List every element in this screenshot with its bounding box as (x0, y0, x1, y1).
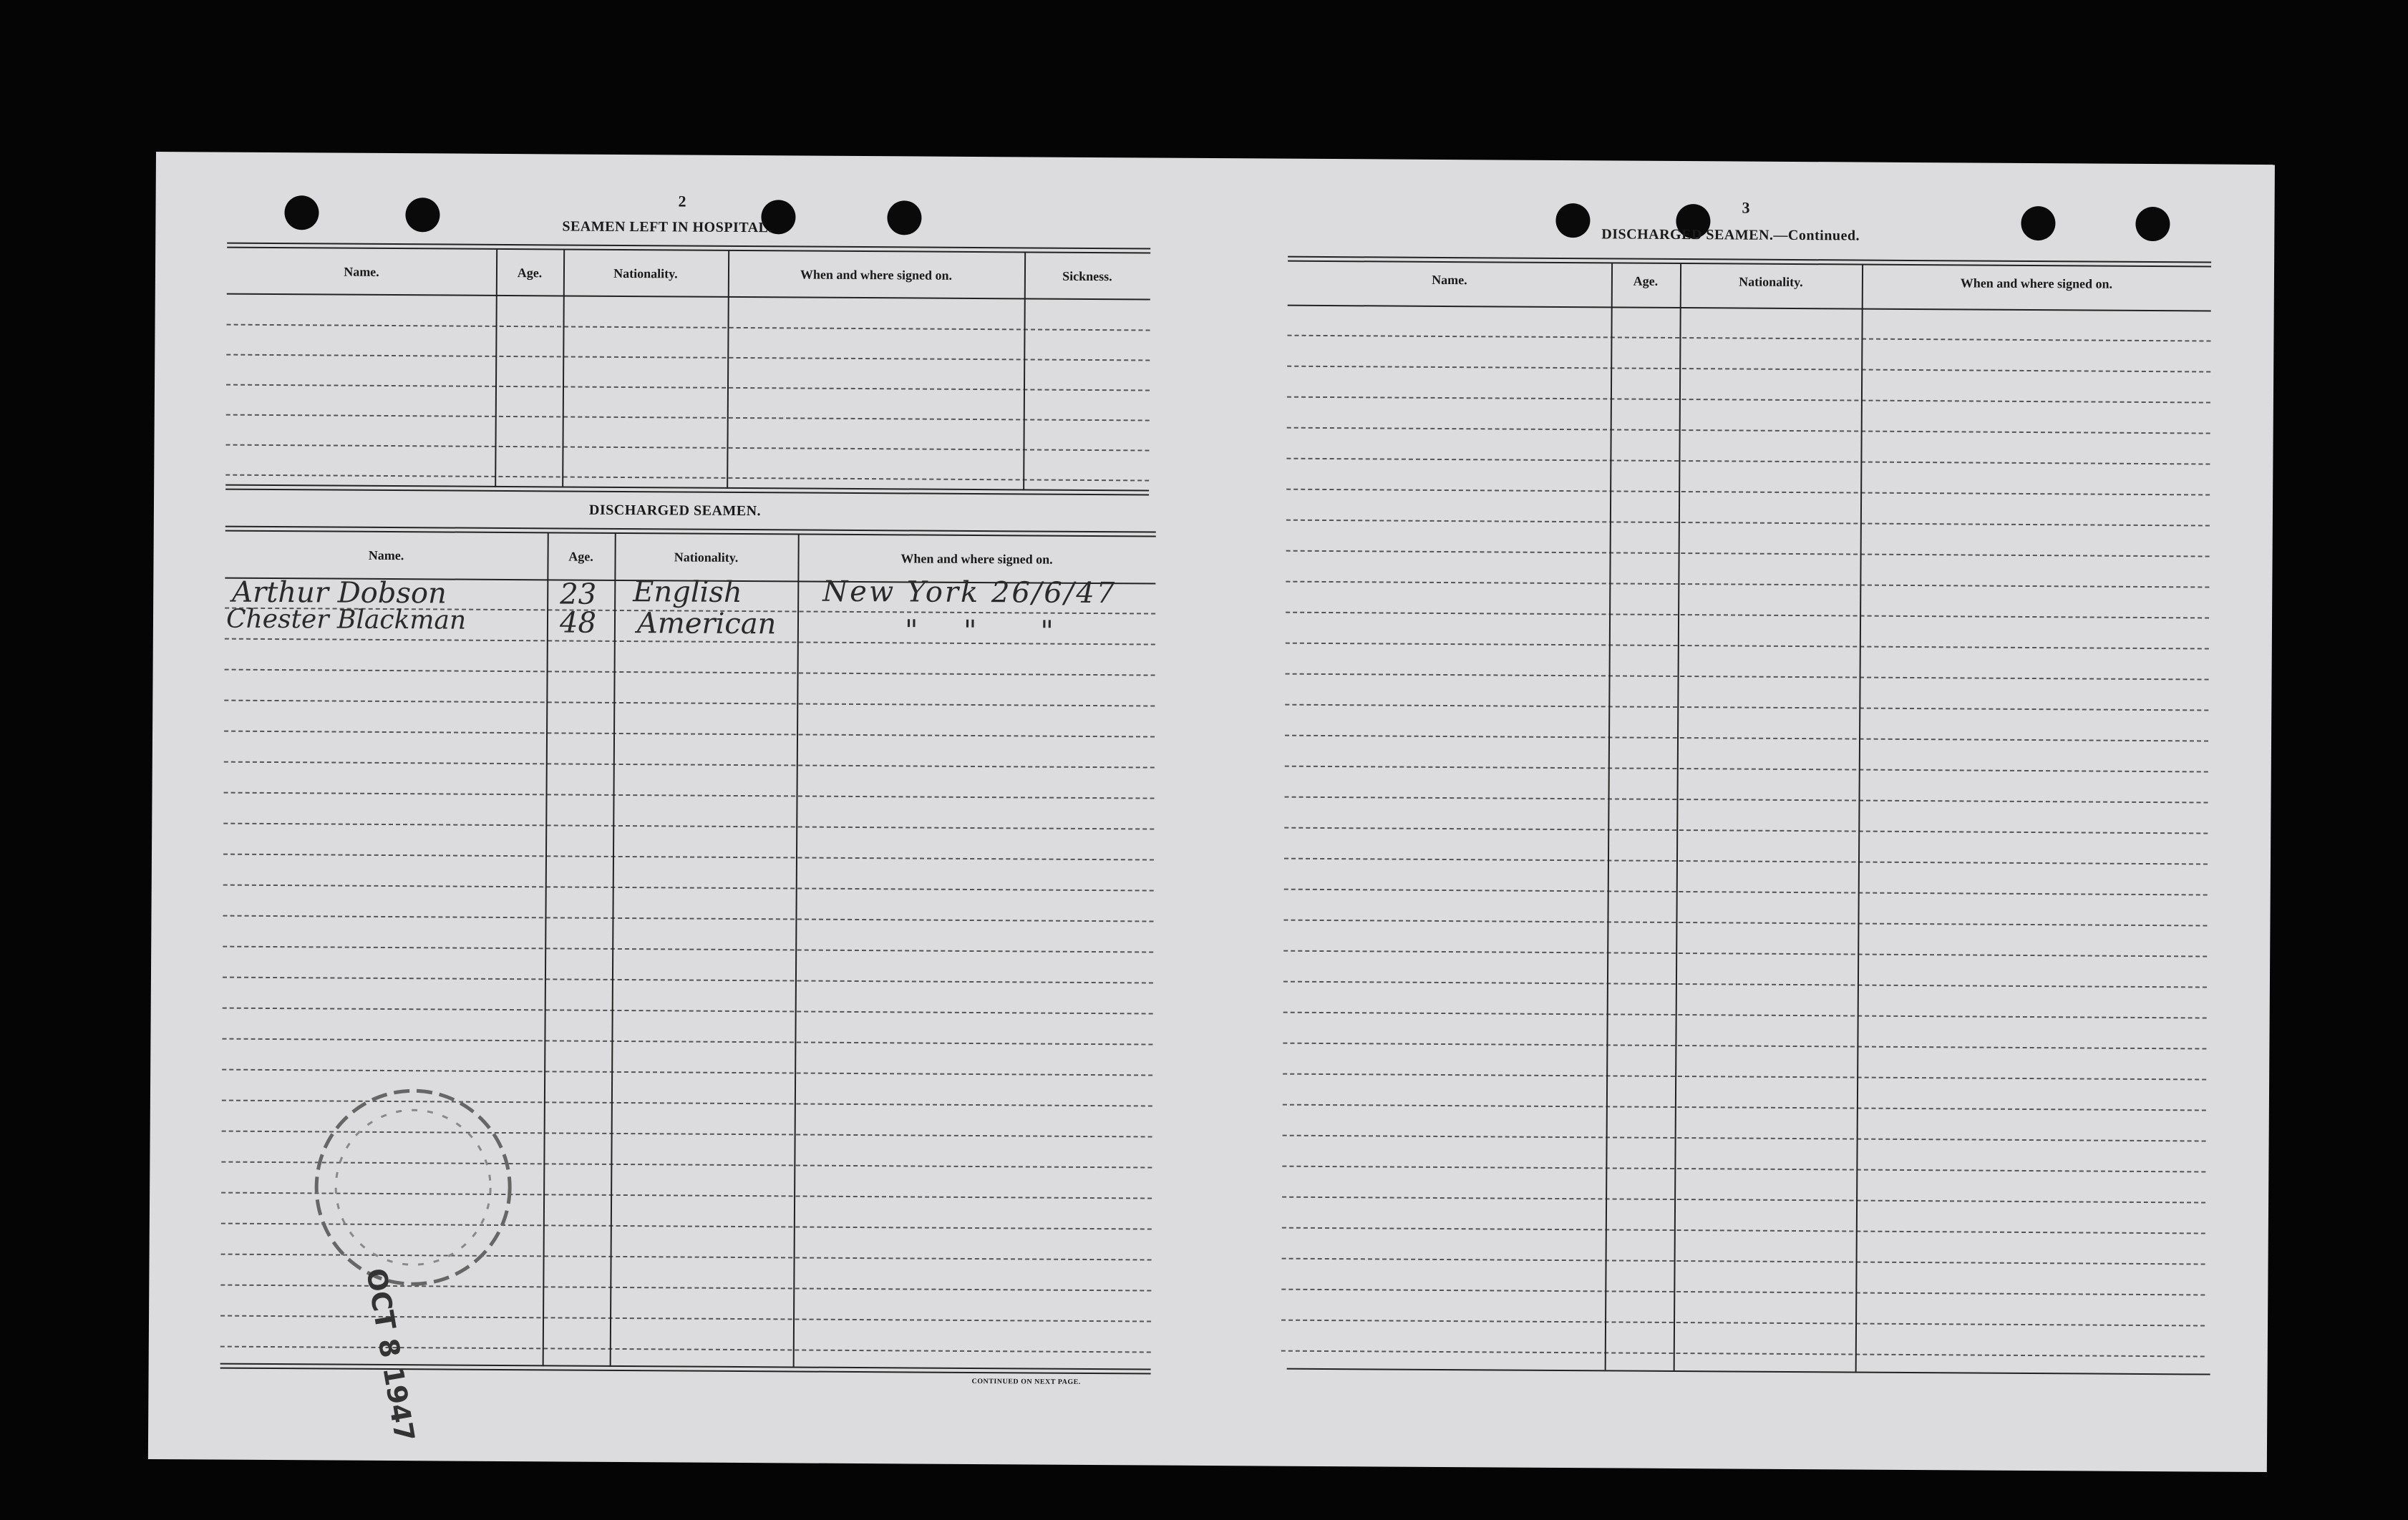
postmark-stamp (305, 1079, 514, 1288)
ruled-line (1286, 673, 2209, 681)
ruled-line (223, 854, 1154, 861)
ruled-line (1282, 1258, 2205, 1265)
ruled-line (226, 414, 1150, 422)
right-section-title: DISCHARGED SEAMEN.—Continued. (1601, 226, 1860, 244)
ruled-line (220, 1315, 1151, 1322)
ruled-line (1284, 858, 2208, 865)
ruled-line (1286, 581, 2209, 588)
right-col-age: Age. (1633, 273, 1659, 288)
ruled-line (223, 915, 1153, 922)
ruled-line (1283, 1073, 2206, 1081)
punch-hole (2135, 207, 2170, 241)
ruled-line (1284, 827, 2208, 834)
ruled-line (223, 977, 1153, 984)
seaman-nationality: English (633, 575, 742, 610)
ruled-line (224, 700, 1155, 707)
ruled-line (1283, 1135, 2206, 1142)
ruled-line (224, 761, 1155, 769)
ruled-line (1284, 889, 2208, 896)
ruled-line (220, 1346, 1151, 1353)
ruled-line (1286, 612, 2209, 619)
ruled-line (1281, 1289, 2205, 1296)
document-sheet (148, 152, 2275, 1472)
ruled-line (1287, 396, 2210, 404)
left-page-number: 2 (678, 192, 686, 210)
right-col-signed-on: When and where signed on. (1960, 276, 2113, 291)
hospital-section-title: SEAMEN LEFT IN HOSPITAL. (562, 218, 772, 236)
stamp-date: OCT 8 1947 (360, 1266, 421, 1444)
hospital-col-sickness: Sickness. (1062, 268, 1112, 284)
ruled-line (1283, 981, 2207, 988)
punch-hole (405, 198, 440, 232)
ruled-line (1286, 458, 2210, 465)
ruled-line (1282, 1227, 2205, 1234)
ruled-line (1285, 796, 2208, 804)
ruled-line (1283, 1104, 2206, 1111)
ruled-line (1287, 366, 2210, 373)
ruled-line (1286, 643, 2209, 650)
punch-hole (284, 195, 319, 230)
ruled-line (1283, 920, 2207, 927)
ruled-line (1283, 950, 2207, 958)
discharged-col-nationality: Nationality. (674, 550, 739, 565)
ruled-line (225, 444, 1149, 452)
seaman-name: Chester Blackman (225, 604, 467, 635)
seaman-signed-on: New York 26/6/47 (822, 575, 1117, 610)
hospital-col-name: Name. (344, 264, 379, 279)
ruled-line (1286, 489, 2210, 496)
ruled-line (223, 1008, 1153, 1015)
ruled-line (1282, 1166, 2205, 1173)
ruled-line (1285, 704, 2208, 711)
ruled-line (227, 324, 1150, 331)
discharged-col-name: Name. (368, 547, 404, 563)
punch-hole (1555, 203, 1590, 238)
ruled-line (1285, 766, 2208, 773)
ruled-line (222, 1038, 1152, 1046)
seaman-nationality: American (636, 607, 777, 641)
right-col-name: Name. (1432, 272, 1467, 288)
seaman-age: 23 (560, 578, 597, 611)
ruled-line (225, 669, 1155, 676)
ruled-line (1287, 335, 2210, 342)
ruled-line (1281, 1320, 2205, 1327)
seaman-age: 48 (559, 606, 597, 640)
discharged-col-age: Age. (568, 549, 593, 564)
ruled-line (226, 354, 1150, 361)
ruled-line (1283, 1043, 2206, 1050)
ruled-line (1282, 1197, 2205, 1204)
punch-hole (887, 200, 921, 235)
ruled-line (1286, 520, 2210, 527)
hospital-col-nationality: Nationality. (613, 265, 678, 281)
ruled-line (1281, 1350, 2205, 1358)
discharged-col-signed-on: When and where signed on. (900, 551, 1053, 567)
discharged-section-title: DISCHARGED SEAMEN. (588, 502, 762, 520)
hospital-col-signed-on: When and where signed on. (800, 267, 953, 283)
right-page-number: 3 (1742, 198, 1750, 217)
ruled-line (224, 792, 1155, 799)
ruled-line (224, 731, 1155, 738)
continued-note: CONTINUED ON NEXT PAGE. (971, 1377, 1081, 1386)
seaman-name: Arthur Dobson (232, 575, 447, 610)
ruled-line (1283, 1012, 2207, 1019)
ruled-line (222, 1069, 1152, 1076)
ruled-line (1285, 735, 2208, 742)
ruled-line (226, 384, 1150, 391)
hospital-col-age: Age. (517, 265, 543, 281)
ruled-line (1287, 427, 2210, 434)
seaman-signed-on: " " " (904, 614, 1054, 648)
right-col-nationality: Nationality. (1739, 274, 1803, 290)
ruled-line (223, 946, 1153, 953)
ruled-line (223, 823, 1154, 830)
ruled-line (223, 885, 1154, 892)
ruled-line (225, 474, 1149, 482)
ruled-line (1286, 550, 2210, 557)
punch-hole (2021, 206, 2055, 240)
